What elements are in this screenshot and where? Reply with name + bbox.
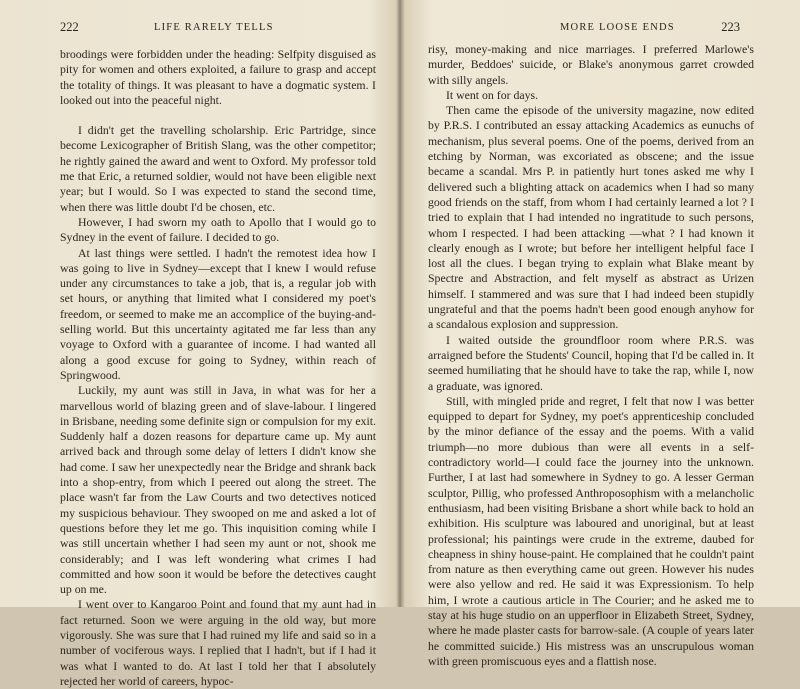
paragraph: It went on for days.: [446, 87, 539, 102]
paragraph: broodings were forbidden under the heading: Selfpity disguised as pity for women and others exploited, a failure to grasp and accept the totality of things. It was pleasant to have a dogmatic system. I looked out into the peaceful night.: [60, 47, 376, 107]
left-page-text: [60, 47, 376, 689]
paragraph: risy, money-making and nice marriages. I preferred Marlowe's murder, Beddoes' suicide, or Blake's anonymous garret crowded with silly angels.: [428, 42, 754, 87]
paragraph: I didn't get the travelling scholarship. Eric Partridge, since become Lexicographer of British Slang, was the other competitor; he rightly gained the award and went to Oxford. My professor told me that Eric, a returned soldier, would not have been eligible next year; but I would. So I was expected to stand the second time, when there was little doubt I'd be chosen, etc.: [60, 123, 376, 214]
right-page-number: 223: [721, 20, 740, 34]
paragraph: I went over to Kangaroo Point and found that my aunt had in fact returned. Soon we were arguing in the old way, but more vigorously. She was sure that I had ruined my life and said so in a number of vociferous ways. I replied that I hadn't, but if I had it was what I wanted to do. At last I told her that I absolutely rejected her world of careers, hypoc-: [60, 597, 376, 688]
paragraph: Still, with mingled pride and regret, I felt that now I was better equipped to depart for Sydney, my poet's apprenticeship concluded by the minor defiance of the essay and the poems. With a valid triumph—no more dubious than were all events in a self-contradictory world—I could face the journey into the unknown. Further, I at last had somewhere in Sydney to go. A lesser German sculptor, Pillig, who professed Anthroposophism with a melancholic enthusiasm, had been visiting Brisbane a short while back to hold an exhibition. His sculpture was laboured and unoriginal, but at least professional; his paintings were crude in the extreme, daubed for cheapness in shiny house-paint. He complained that he couldn't paint from nature as then everything came out green. However his nudes were also yellow and red. He said it was Expressionism. To help him, I wrote a cautious article in The Courier; and he asked me to stay at his huge studio on an upperfloor in Elizabeth Street, Sydney, where he made plaster casts for barrow-sale. (A couple of years later he committed suicide.) His mistress was an unscrupulous woman with green promiscuous eyes and a flattish nose.: [428, 393, 754, 668]
left-page: [0, 0, 400, 688]
paragraph: At last things were settled. I hadn't the remotest idea how I was going to live in Sydney—except that I knew I would refuse under any circumstances to take a job, that is, a regular job with set hours, or anything that limited what I considered my poet's freedom, or seemed to make me an accomplice of the buying-and-selling world. But this uncertainty agitated me far less than any voyage to Oxford with a guarantee of income. I had wanted all along a good excuse for going to Sydney, within reach of Springwood.: [60, 245, 376, 382]
right-running-title: MORE LOOSE ENDS: [560, 22, 675, 33]
paragraph: Luckily, my aunt was still in Java, in what was for her a marvellous world of blazing green and of slave-labour. I lingered in Brisbane, needing some definite sign or compulsion for my exit. Suddenly half a dozen reasons for departure came up. My aunt arrived back and through some delay of letters I didn't know she had come. I saw her unexpectedly near the Bridge and shrank back into a shop-entry, from which I peered out along the street. The place wasn't far from the Law Courts and two detectives noticed my suspicious behaviour. They swooped on me and asked a lot of questions before they let me go. This inquisition coming while I was still uncertain whether I had seen my aunt or not, shook me considerably; and I was left wondering what crimes I had committed and how soon it would be before the detectives caught up on me.: [60, 383, 376, 597]
left-page-number: 222: [60, 20, 79, 34]
paragraph: I waited outside the groundfloor room where P.R.S. was arraigned before the Students' Council, hoping that I'd be called in. It seemed humiliating that he should have to take the rap, while I, now a graduate, was ignored.: [428, 332, 754, 393]
paragraph: Then came the episode of the university magazine, now edited by P.R.S. I contributed an essay attacking Academics as eunuchs of mechanism, plus several poems. One of the poems, derived from an etching by Norman, was excoriated as obscene; and the issue became a scandal. Mrs P. in patiently hurt tones asked me why I delivered such a blighting attack on academics when I had so many good friends on the staff, from whom I had certainly learned a lot ? I tried to explain that I had intended no ingratitude to such persons, whom I respected. I had been attacking —what ? I had known it clearly enough as I wrote; but before her intelligent helpful face I lost all the clues. I began trying to explain what Blake meant by Spectre and Abstraction, and felt myself as abstract as Urizen himself. I stammered and was sure that I had indeed been stupidly ungrateful and that the poems hadn't been good enough anyhow for a scandalous explosion and suppression.: [428, 103, 754, 332]
right-page-text: [428, 42, 754, 669]
left-running-title: LIFE RARELY TELLS: [154, 22, 274, 33]
paragraph: However, I had sworn my oath to Apollo that I would go to Sydney in the event of failure. I decided to go.: [60, 214, 376, 245]
right-page: [400, 0, 800, 668]
